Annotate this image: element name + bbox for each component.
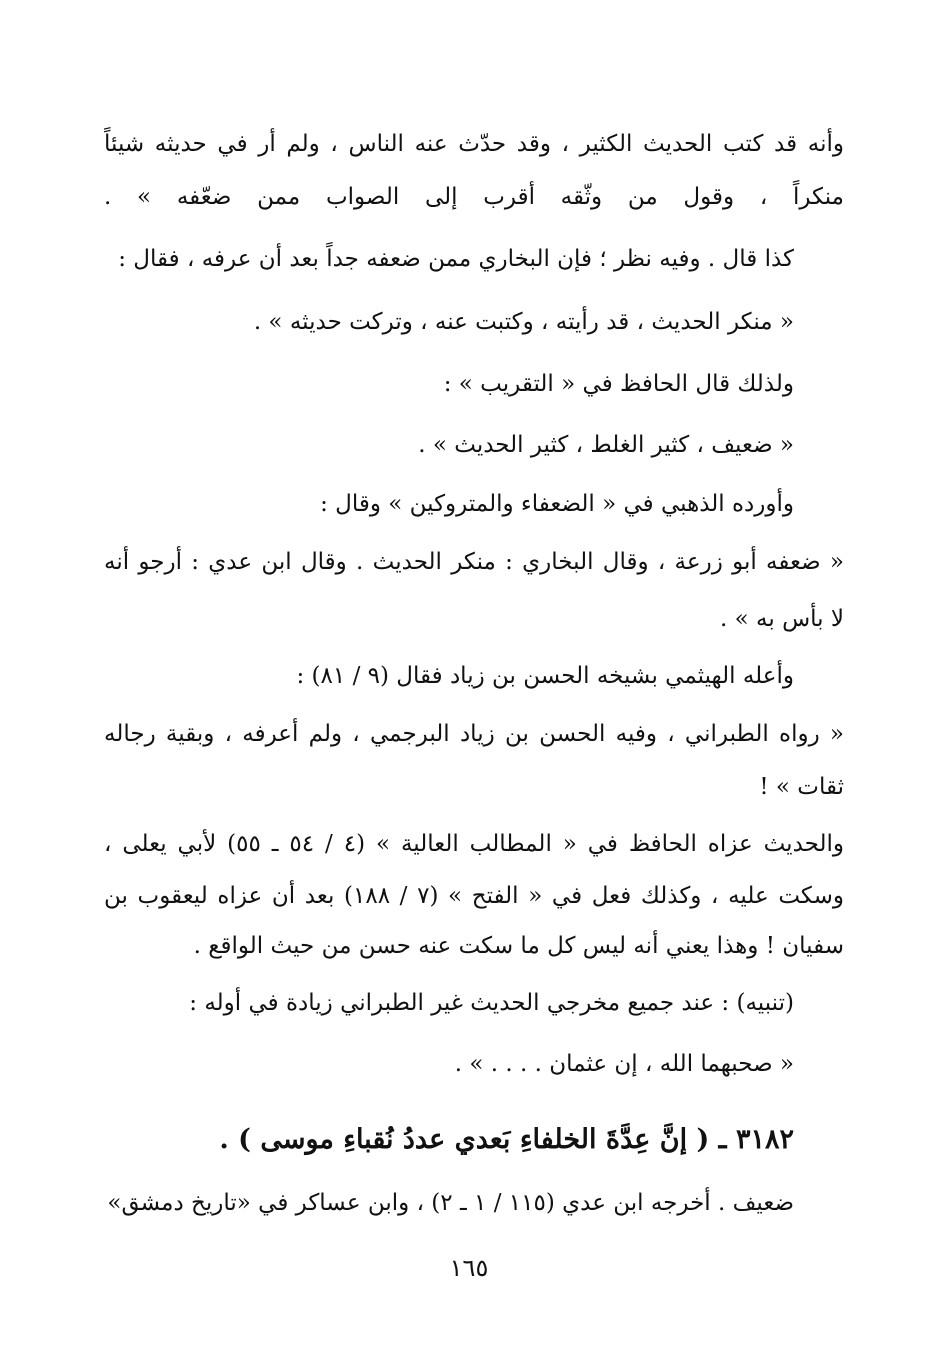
quote-line: « رواه الطبراني ، وفيه الحسن بن زياد البرجمي ، ولم أعرفه ، وبقية رجاله: [104, 721, 844, 747]
text-line: وأورده الذهبي في « الضعفاء والمتروكين » وقال :: [320, 491, 794, 517]
text-line: منكراً ، وقول من وثّقه أقرب إلى الصواب ممن ضعّفه » .: [104, 184, 844, 210]
text-line: كذا قال . وفيه نظر ؛ فإن البخاري ممن ضعفه جداً بعد أن عرفه ، فقال :: [118, 246, 794, 272]
text-line: وأعله الهيثمي بشيخه الحسن بن زياد فقال (٩ / ٨١) :: [296, 663, 794, 689]
text-line: وسكت عليه ، وكذلك فعل في « الفتح » (٧ / ١٨٨) بعد أن عزاه ليعقوب بن: [104, 883, 844, 909]
text-line: ضعيف . أخرجه ابن عدي (١١٥ / ١ ـ ٢) ، وابن عساكر في «تاريخ دمشق»: [107, 1190, 794, 1216]
text-line: ولذلك قال الحافظ في « التقريب » :: [443, 371, 794, 397]
quote-line: ثقات » !: [759, 774, 844, 800]
quote-line: « ضعيف ، كثير الغلط ، كثير الحديث » .: [418, 432, 794, 458]
text-line: والحديث عزاه الحافظ في « المطالب العالية » (٤ / ٥٤ ـ ٥٥) لأبي يعلى ،: [104, 831, 844, 857]
quote-line: « ضعفه أبو زرعة ، وقال البخاري : منكر الحديث . وقال ابن عدي : أرجو أنه: [104, 549, 844, 575]
text-line: وأنه قد كتب الحديث الكثير ، وقد حدّث عنه الناس ، ولم أر في حديثه شيئاً: [104, 131, 844, 157]
note-line: (تنبيه) : عند جميع مخرجي الحديث غير الطبراني زيادة في أوله :: [189, 990, 794, 1016]
text-line: سفيان ! وهذا يعني أنه ليس كل ما سكت عنه حسن من حيث الواقع .: [193, 933, 844, 959]
page-number: ١٦٥: [449, 1254, 489, 1282]
quote-line: « منكر الحديث ، قد رأيته ، وكتبت عنه ، وتركت حديثه » .: [253, 309, 794, 335]
hadith-heading: ٣١٨٢ ـ ( إنَّ عِدَّةَ الخلفاءِ بَعدي عددُ نُقباءِ موسى ) .: [219, 1124, 794, 1155]
quote-line: لا بأس به » .: [720, 606, 844, 632]
quote-line: « صحبهما الله ، إن عثمان . . . . » .: [454, 1051, 794, 1077]
